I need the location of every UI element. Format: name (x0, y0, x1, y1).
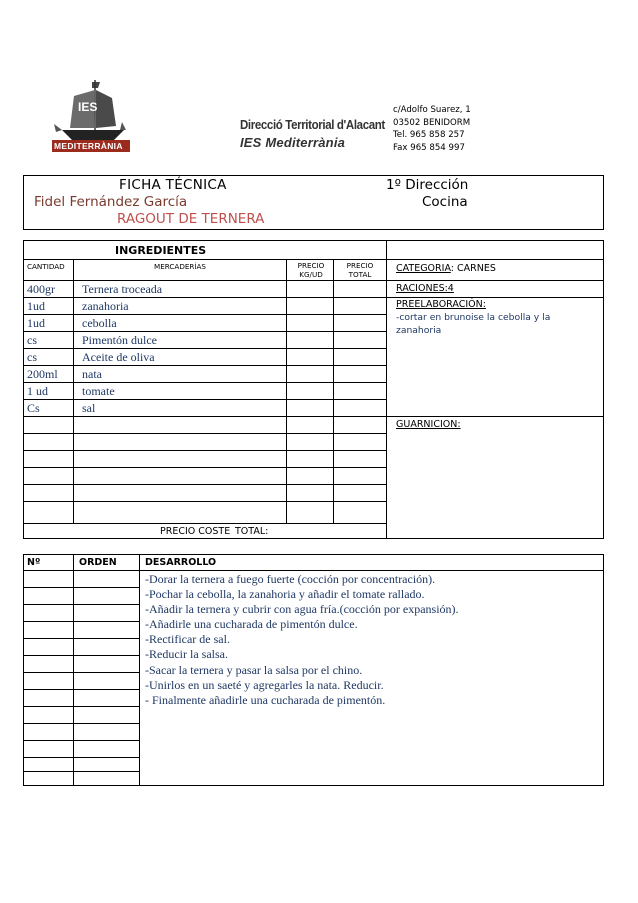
grid-line (24, 280, 386, 281)
prep-text: -cortar en brunoise la cebolla y la zanahoria (396, 312, 551, 336)
ingredient-item: zanahoria (82, 299, 129, 313)
grid-line (24, 450, 386, 451)
school-name: IES Mediterrània (240, 135, 346, 150)
step-line: -Pochar la cebolla, la zanahoria y añadir el tomate rallado. (145, 587, 425, 602)
step-line: -Sacar la ternera y pasar la salsa por el chino. (145, 662, 363, 677)
department-name: Cocina (422, 194, 468, 210)
ingredient-item: nata (82, 367, 102, 381)
grid-line (386, 259, 604, 260)
step-line: - Finalmente añadirle una cucharada de pimentón. (145, 692, 386, 707)
ingredients-table (23, 240, 604, 539)
column-header-description: DESARROLLO (145, 557, 217, 568)
servings: RACIONES:4 (396, 283, 454, 294)
grid-line (24, 416, 386, 417)
ingredient-quantity: 200ml (27, 367, 58, 381)
column-header-goods: MERCADERÍAS (154, 262, 206, 271)
category-label: CATEGORIA (396, 263, 451, 274)
total-label: TOTAL: (235, 526, 269, 537)
ingredient-quantity: cs (27, 333, 37, 347)
grid-line (24, 297, 386, 298)
step-line: -Reducir la salsa. (145, 647, 228, 662)
garnish-label: GUARNICION: (396, 419, 461, 430)
grid-line (24, 740, 139, 741)
grid-line (24, 259, 386, 260)
grid-line (24, 771, 139, 772)
header-line: TOTAL (348, 270, 372, 279)
grid-line (24, 399, 386, 400)
prep-label: PREELABORACIÓN: (396, 299, 486, 310)
author-name: Fidel Fernández García (34, 194, 188, 210)
grid-line (386, 416, 604, 417)
ingredient-quantity: 1 ud (27, 384, 48, 398)
grid-line (386, 280, 604, 281)
step-line: -Añadirle una cucharada de pimentón dulce. (145, 617, 358, 632)
grid-line (73, 555, 74, 786)
ingredient-quantity: 1ud (27, 316, 45, 330)
grid-line (24, 723, 139, 724)
category-field (396, 263, 496, 274)
column-header-number: Nº (27, 557, 41, 568)
grid-line (24, 348, 386, 349)
header-line: PRECIO (297, 261, 325, 270)
address-line: Tel. 965 858 257 (393, 130, 465, 140)
header-line: KG/UD (299, 270, 323, 279)
document-title: FICHA TÉCNICA (119, 177, 227, 193)
column-header-price-unit (292, 261, 330, 279)
grid-line (386, 241, 387, 539)
category-value: : CARNES (450, 263, 496, 274)
grid-line (24, 604, 139, 605)
grid-line (386, 297, 604, 298)
cost-label: PRECIO COSTE (160, 526, 231, 537)
grid-line (24, 638, 139, 639)
grid-line (24, 689, 139, 690)
logo-text-top: IES (78, 100, 98, 114)
logo-text-bottom: MEDITERRÀNIA (54, 141, 123, 151)
address-line: 03502 BENIDORM (393, 117, 471, 128)
grid-line (24, 757, 139, 758)
ingredients-heading: INGREDIENTES (115, 244, 207, 257)
ingredient-item: Ternera troceada (82, 282, 163, 296)
grid-line (24, 314, 386, 315)
grid-line (24, 382, 386, 383)
address-line: Fax 965 854 997 (393, 142, 465, 153)
grid-line (24, 365, 386, 366)
title-box (23, 175, 604, 230)
grid-line (24, 523, 386, 524)
directorate-name: Direcció Territorial d'Alacant (240, 118, 385, 132)
steps-table (23, 554, 604, 786)
grid-line (24, 706, 139, 707)
grid-line (24, 433, 386, 434)
grid-line (24, 587, 139, 588)
ingredient-item: Pimentón dulce (82, 333, 157, 347)
recipe-name: RAGOUT DE TERNERA (117, 211, 265, 227)
grid-line (139, 555, 140, 786)
grid-line (24, 672, 139, 673)
ingredient-item: Aceite de oliva (82, 350, 155, 364)
grid-line (24, 621, 139, 622)
ingredient-quantity: Cs (27, 401, 40, 415)
column-header-quantity: CANTIDAD (27, 262, 65, 271)
course-name: 1º Dirección (386, 177, 469, 193)
step-line: -Añadir la ternera y cubrir con agua fría.(cocción por expansión). (145, 602, 459, 617)
address-line: c/Adolfo Suarez, 1 (393, 105, 471, 115)
step-line: -Unirlos en un saeté y agregarles la nata. Reducir. (145, 677, 384, 692)
ingredient-quantity: cs (27, 350, 37, 364)
grid-line (24, 331, 386, 332)
header-line: PRECIO (346, 261, 374, 270)
ingredient-quantity: 400gr (27, 282, 55, 296)
step-line: -Dorar la ternera a fuego fuerte (cocción por concentración). (145, 572, 436, 586)
school-address (393, 104, 471, 154)
ingredient-item: sal (82, 401, 96, 415)
grid-line (24, 501, 386, 502)
step-list (145, 572, 459, 708)
school-logo (46, 78, 134, 160)
ingredient-quantity: 1ud (27, 299, 45, 313)
grid-line (24, 484, 386, 485)
grid-line (24, 467, 386, 468)
grid-line (24, 655, 139, 656)
column-header-price-total (339, 261, 381, 279)
step-line: -Rectificar de sal. (145, 632, 230, 647)
ingredient-item: cebolla (82, 316, 117, 330)
column-header-order: ORDEN (79, 557, 117, 568)
grid-line (24, 570, 604, 571)
ingredient-item: tomate (82, 384, 115, 398)
